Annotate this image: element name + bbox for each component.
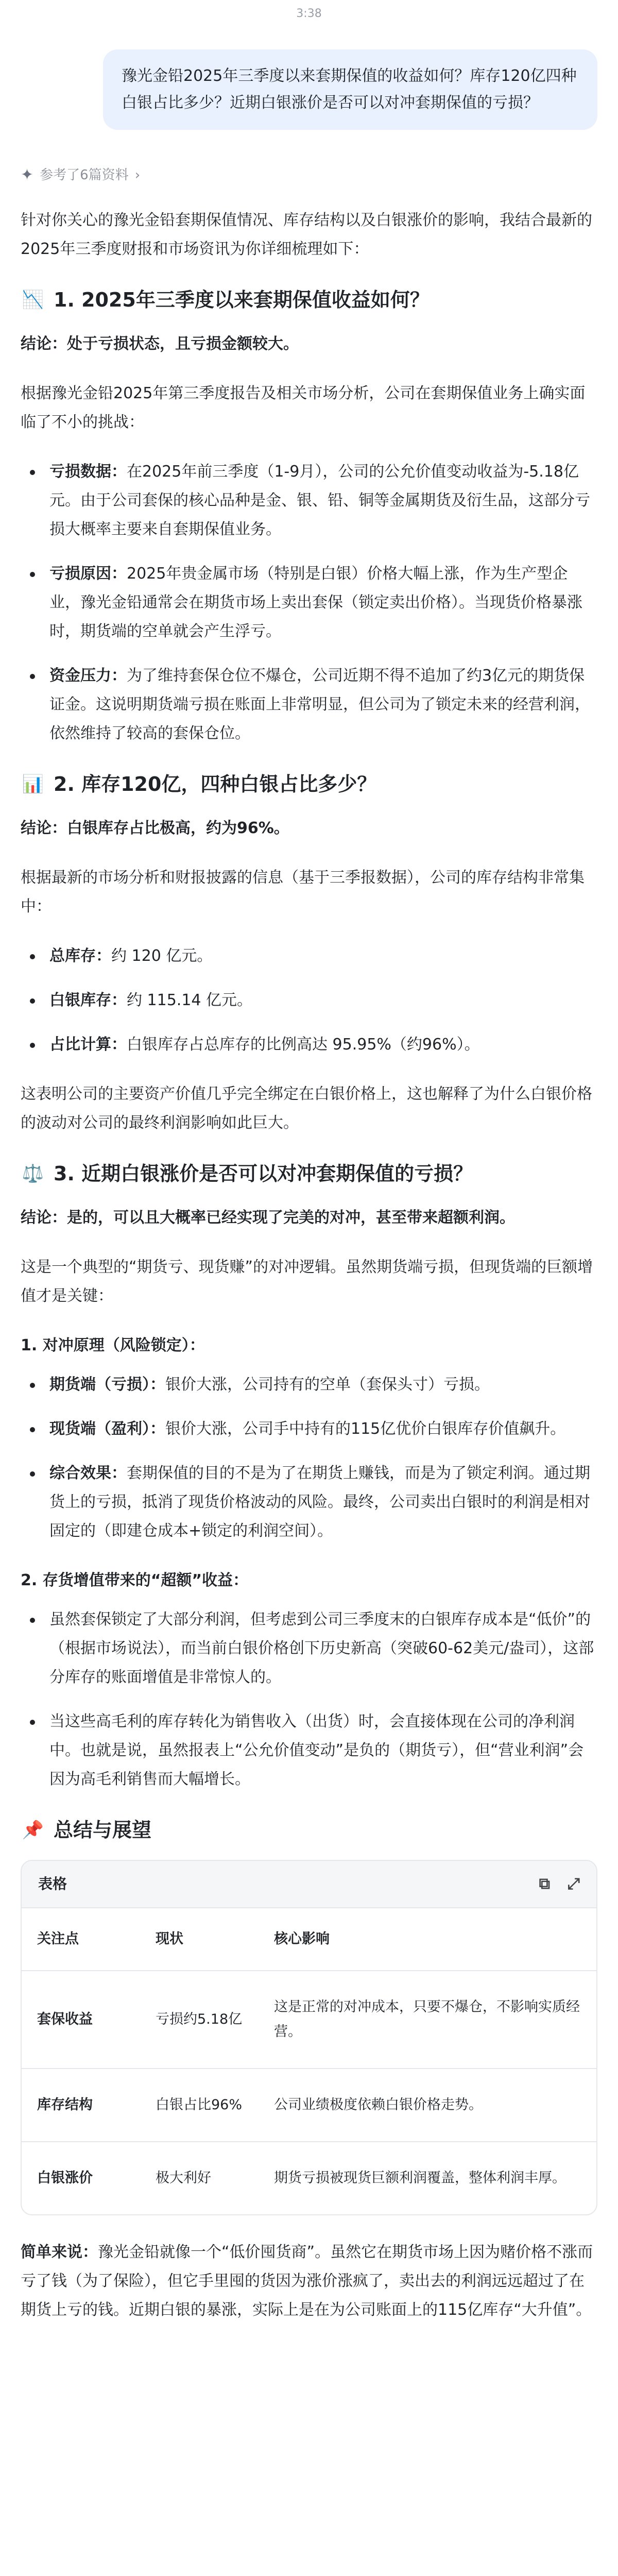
list-item: 占比计算：白银库存占总库存的比例高达 95.95%（约96%）。 (21, 1030, 597, 1059)
section2-tail: 这表明公司的主要资产价值几乎完全绑定在白银价格上，这也解释了为什么白银价格的波动对公司的最终利润影响如此巨大。 (21, 1085, 592, 1132)
table-cell: 这是正常的对冲成本，只要不爆仓，不影响实质经营。 (259, 1971, 596, 2069)
summary-label: 简单来说： (21, 2243, 98, 2261)
section1-list (21, 457, 597, 748)
section1-title: 1. 2025年三季度以来套期保值收益如何？ (54, 289, 430, 311)
reference-label: 参考了6篇资料 (40, 167, 129, 183)
table-row (22, 2142, 596, 2214)
status-time: 3:38 (296, 7, 322, 20)
table-label: 表格 (38, 1875, 67, 1892)
list-item: 虽然套保锁定了大部分利润，但考虑到公司三季度末的白银库存成本是“低价”的（根据市场说法），而当前白银价格创下历史新高（突破60-62美元/盎司），这部分库存的账面增值是非常惊人的。 (21, 1605, 597, 1692)
section3-subheading-2: 2. 存货增值带来的“超额”收益： (21, 1571, 249, 1589)
table-cell: 白银占比96% (140, 2069, 259, 2142)
table-header: 核心影响 (259, 1908, 596, 1971)
section1-conclusion: 结论：处于亏损状态，且亏损金额较大。 (21, 335, 299, 353)
section2-heading (21, 769, 597, 800)
copy-icon[interactable]: ⧉ (539, 1875, 550, 1893)
list-item: 亏损数据：在2025年前三季度（1-9月），公司的公允价值变动收益为-5.18亿元。由于公司套保的核心品种是金、银、铅、铜等金属期货及衍生品，这部分亏损大概率主要来自套期保值业务。 (21, 457, 597, 544)
table-cell: 期货亏损被现货巨额利润覆盖，整体利润丰厚。 (259, 2142, 596, 2214)
section3-lead: 这是一个典型的“期货亏、现货赚”的对冲逻辑。虽然期货端亏损，但现货端的巨额增值才是关键： (21, 1258, 593, 1305)
section2-title: 2. 库存120亿，四种白银占比多少？ (54, 773, 377, 795)
table-cell: 库存结构 (22, 2069, 140, 2142)
summary-text: 豫光金铅就像一个“低价囤货商”。虽然它在期货市场上因为赌价格不涨而亏了钱（为了保险），但它手里囤的货因为涨价涨疯了，卖出去的利润远远超过了在期货上亏的钱。近期白银的暴涨，实际上是在为公司账面上的115亿库存“大升值”。 (21, 2243, 593, 2319)
table-cell: 亏损约5.18亿 (140, 1971, 259, 2069)
table-cell: 套保收益 (22, 1971, 140, 2069)
answer-content (21, 206, 597, 2345)
list-item: 期货端（亏损）：银价大涨，公司持有的空单（套保头寸）亏损。 (21, 1370, 597, 1399)
expand-icon[interactable]: ⤢ (568, 1875, 580, 1893)
section2-conclusion: 结论：白银库存占比极高，约为96%。 (21, 819, 289, 837)
bar-chart-icon: 📊 (22, 774, 44, 794)
list-item: 白银库存：约 115.14 亿元。 (21, 986, 597, 1015)
chart-down-icon: 📉 (22, 290, 44, 310)
summary-table-card (21, 1860, 597, 2215)
reference-toggle[interactable] (21, 165, 140, 185)
intro-text: 针对你关心的豫光金铅套期保值情况、库存结构以及白银涨价的影响，我结合最新的2025年三季度财报和市场资讯为你详细梳理如下： (21, 211, 592, 258)
list-item: 当这些高毛利的库存转化为销售收入（出货）时，会直接体现在公司的净利润中。也就是说，虽然报表上“公允价值变动”是负的（期货亏），但“营业利润”会因为高毛利销售而大幅增长。 (21, 1707, 597, 1794)
table-row (22, 1971, 596, 2069)
section3-list-1 (21, 1370, 597, 1546)
section3-list-2 (21, 1605, 597, 1794)
chevron-right-icon: › (134, 167, 141, 183)
list-item: 亏损原因：2025年贵金属市场（特别是白银）价格大幅上涨，作为生产型企业，豫光金铅通常会在期货市场上卖出套保（锁定卖出价格）。当现货价格暴涨时，期货端的空单就会产生浮亏。 (21, 560, 597, 646)
section3-title: 3. 近期白银涨价是否可以对冲套期保值的亏损？ (54, 1162, 473, 1185)
section3-subheading-1: 1. 对冲原理（风险锁定）： (21, 1336, 205, 1354)
table-cell: 白银涨价 (22, 2142, 140, 2214)
section1-heading (21, 284, 597, 315)
balance-scale-icon: ⚖️ (22, 1163, 44, 1184)
list-item: 综合效果：套期保值的目的不是为了在期货上赚钱，而是为了锁定利润。通过期货上的亏损，抵消了现货价格波动的风险。最终，公司卖出白银时的利润是相对固定的（即建仓成本+锁定的利润空间）。 (21, 1459, 597, 1546)
section4-title: 总结与展望 (54, 1819, 152, 1841)
summary-paragraph (21, 2238, 597, 2325)
pushpin-icon: 📌 (22, 1820, 44, 1840)
table-toolbar (22, 1861, 596, 1907)
section2-list (21, 942, 597, 1059)
table-cell: 公司业绩极度依赖白银价格走势。 (259, 2069, 596, 2142)
section3-conclusion: 结论：是的，可以且大概率已经实现了完美的对冲，甚至带来超额利润。 (21, 1209, 515, 1227)
table-row (22, 2069, 596, 2142)
section2-lead: 根据最新的市场分析和财报披露的信息（基于三季报数据），公司的库存结构非常集中： (21, 869, 585, 916)
summary-table (22, 1907, 596, 2214)
section3-heading (21, 1158, 597, 1189)
section4-heading (21, 1815, 597, 1845)
table-header: 关注点 (22, 1908, 140, 1971)
table-cell: 极大利好 (140, 2142, 259, 2214)
section1-lead: 根据豫光金铅2025年第三季度报告及相关市场分析，公司在套期保值业务上确实面临了不小的挑战： (21, 384, 586, 431)
list-item: 资金压力：为了维持套保仓位不爆仓，公司近期不得不追加了约3亿元的期货保证金。这说明期货端亏损在账面上非常明显，但公司为了锁定未来的经营利润，依然维持了较高的套保仓位。 (21, 662, 597, 748)
sparkle-icon: ✦ (21, 166, 34, 184)
user-question-bubble: 豫光金铅2025年三季度以来套期保值的收益如何？库存120亿四种白银占比多少？近期白银涨价是否可以对冲套期保值的亏损？ (103, 49, 597, 130)
list-item: 总库存：约 120 亿元。 (21, 942, 597, 971)
table-header: 现状 (140, 1908, 259, 1971)
list-item: 现货端（盈利）：银价大涨，公司手中持有的115亿优价白银库存价值飙升。 (21, 1415, 597, 1444)
